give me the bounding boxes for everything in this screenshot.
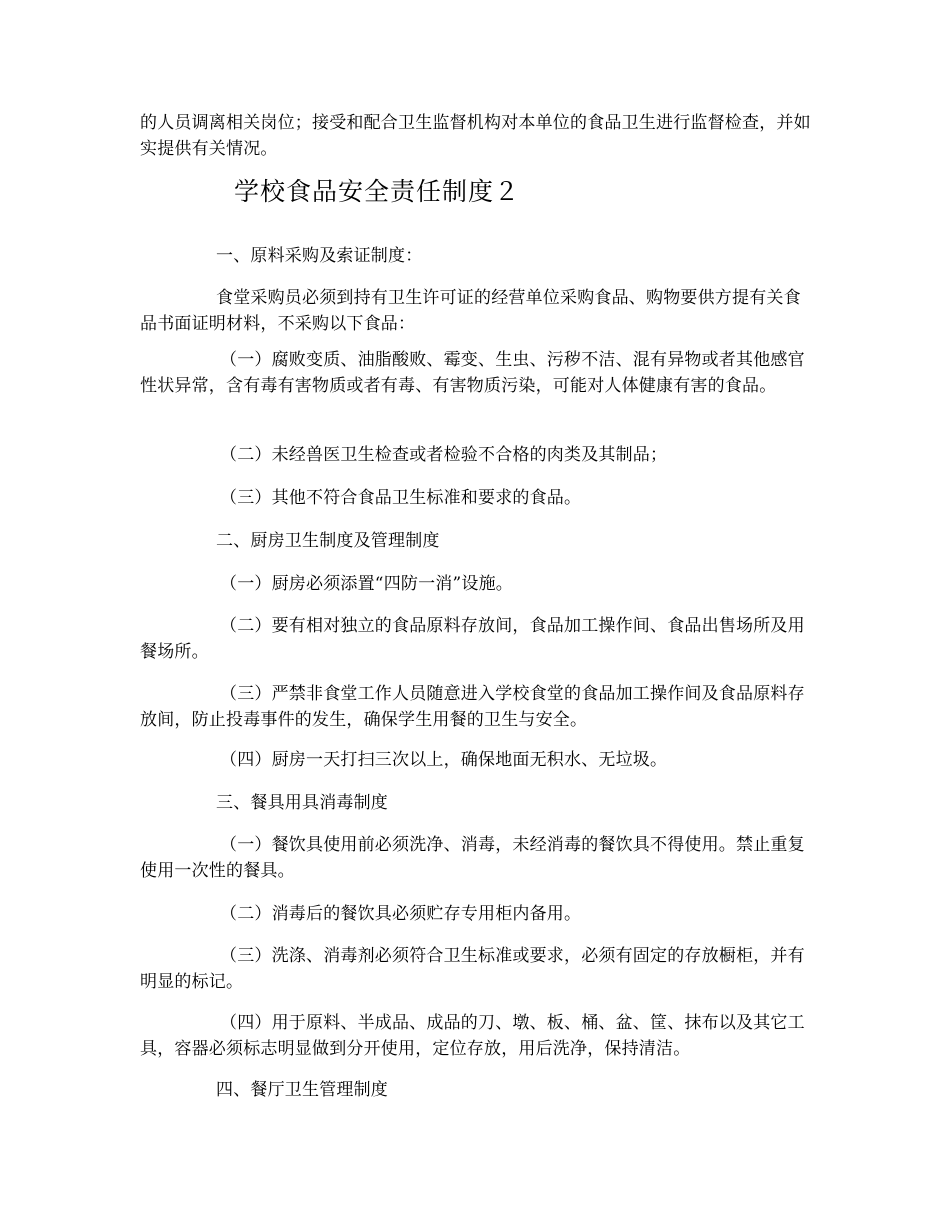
list-item: （二）要有相对独立的食品原料存放间，食品加工操作间、食品出售场所及用餐场所。 bbox=[140, 616, 805, 662]
section-heading-3: 三、餐具用具消毒制度 bbox=[216, 793, 388, 813]
intro-paragraph: 的人员调离相关岗位；接受和配合卫生监督机构对本单位的食品卫生进行监督检查，并如实提供有关情况。 bbox=[140, 113, 811, 159]
list-item: （三）其他不符合食品卫生标准和要求的食品。 bbox=[220, 488, 582, 508]
list-item: （四）用于原料、半成品、成品的刀、墩、板、桶、盆、筐、抹布以及其它工具，容器必须标志明显做到分开使用，定位存放，用后洗净，保持清洁。 bbox=[140, 1013, 805, 1059]
list-item: （三）严禁非食堂工作人员随意进入学校食堂的食品加工操作间及食品原料存放间，防止投毒事件的发生，确保学生用餐的卫生与安全。 bbox=[140, 684, 805, 730]
list-item: （三）洗涤、消毒剂必须符合卫生标准或要求，必须有固定的存放橱柜，并有明显的标记。 bbox=[140, 946, 805, 992]
document-title: 学校食品安全责任制度２ bbox=[234, 177, 521, 206]
list-item: （二）消毒后的餐饮具必须贮存专用柜内备用。 bbox=[220, 904, 582, 924]
list-item: （二）未经兽医卫生检查或者检验不合格的肉类及其制品； bbox=[220, 445, 668, 465]
list-item: （一）腐败变质、油脂酸败、霉变、生虫、污秽不洁、混有异物或者其他感官性状异常，含有毒有害物质或者有毒、有害物质污染，可能对人体健康有害的食品。 bbox=[140, 350, 805, 396]
list-item: （一）厨房必须添置“四防一消”设施。 bbox=[220, 574, 513, 594]
list-item: （一）餐饮具使用前必须洗净、消毒，未经消毒的餐饮具不得使用。禁止重复使用一次性的餐具。 bbox=[140, 835, 805, 881]
section-heading-2: 二、厨房卫生制度及管理制度 bbox=[216, 531, 440, 551]
section-heading-1: 一、原料采购及索证制度： bbox=[216, 246, 423, 266]
section-heading-4: 四、餐厅卫生管理制度 bbox=[216, 1080, 388, 1100]
paragraph: 食堂采购员必须到持有卫生许可证的经营单位采购食品、购物要供方提有关食品书面证明材料，不采购以下食品： bbox=[140, 288, 801, 334]
list-item: （四）厨房一天打扫三次以上，确保地面无积水、无垃圾。 bbox=[220, 750, 668, 770]
